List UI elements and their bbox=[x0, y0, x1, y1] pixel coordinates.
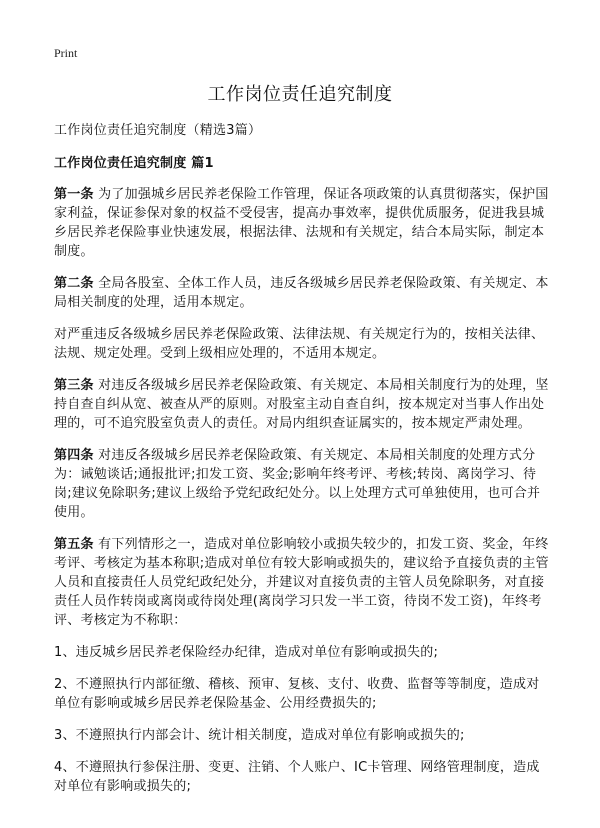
paragraph-5 bbox=[54, 446, 552, 522]
list-item-2 bbox=[54, 675, 552, 713]
list-item-4 bbox=[54, 758, 552, 796]
paragraph-text: 有下列情形之一，造成对单位影响较小或损失较少的，扣发工资、奖金，年终考评、考核定为基本称职;造成对单位有较大影响或损失的，建议给予直接负责的主管人员和直接责任人员党纪政纪处分，并建议对直接负责的主管人员免除职务，对直接责任人员作转岗或离岗或待岗处理(离岗学习只发一半工资，待岗不发工资)，年终考评、考核定为不称职： bbox=[54, 537, 549, 628]
article-label: 第一条 bbox=[54, 187, 94, 202]
list-item-text: 4、不遵照执行参保注册、变更、注销、个人账户、IC卡管理、网络管理制度，造成对单位有影响或损失的; bbox=[54, 760, 540, 794]
paragraph-1 bbox=[54, 185, 552, 261]
article-label: 第五条 bbox=[54, 537, 94, 552]
paragraph-text: 全局各股室、全体工作人员，违反各级城乡居民养老保险政策、有关规定、本局相关制度的处理，适用本规定。 bbox=[54, 276, 549, 310]
list-item-3 bbox=[54, 726, 552, 745]
list-item-text: 1、违反城乡居民养老保险经办纪律，造成对单位有影响或损失的; bbox=[54, 645, 439, 660]
document-body bbox=[54, 121, 552, 809]
article-label: 第三条 bbox=[54, 378, 94, 393]
section-heading: 工作岗位责任追究制度 篇1 bbox=[54, 156, 214, 171]
list-item-1 bbox=[54, 643, 552, 662]
paragraph-4 bbox=[54, 376, 552, 433]
list-item-text: 3、不遵照执行内部会计、统计相关制度，造成对单位有影响或损失的; bbox=[54, 728, 465, 743]
paragraph-text: 对严重违反各级城乡居民养老保险政策、法律法规、有关规定行为的，按相关法律、法规、规定处理。受到上级相应处理的，不适用本规定。 bbox=[54, 327, 545, 361]
paragraph-text: 为了加强城乡居民养老保险工作管理，保证各项政策的认真贯彻落实，保护国家利益，保证参保对象的权益不受侵害，提高办事效率，提供优质服务，促进我县城乡居民养老保险事业快速发展，根据法律、法规和有关规定，结合本局实际，制定本制度。 bbox=[54, 187, 549, 259]
document-title: 工作岗位责任追究制度 bbox=[207, 84, 393, 105]
document-subtitle: 工作岗位责任追究制度（精选3篇） bbox=[54, 123, 262, 138]
print-label: Print bbox=[54, 46, 78, 60]
paragraph-6 bbox=[54, 535, 552, 630]
paragraph-2 bbox=[54, 274, 552, 312]
paragraph-3 bbox=[54, 325, 552, 363]
list-item-text: 2、不遵照执行内部征缴、稽核、预审、复核、支付、收费、监督等等制度，造成对单位有影响或城乡居民养老保险基金、公用经费损失的; bbox=[54, 677, 540, 711]
paragraph-text: 对违反各级城乡居民养老保险政策、有关规定、本局相关制度行为的处理，坚持自查自纠从宽、被查从严的原则。对股室主动自查自纠，按本规定对当事人作出处理的，可不追究股室负责人的责任。对局内组织查证属实的，按本规定严肃处理。 bbox=[54, 378, 549, 431]
paragraph-text: 对违反各级城乡居民养老保险政策、有关规定、本局相关制度的处理方式分为：诫勉谈话;通报批评;扣发工资、奖金;影响年终考评、考核;转岗、离岗学习、待岗;建议免除职务;建议上级给予党纪政纪处分。以上处理方式可单独使用，也可合并使用。 bbox=[54, 448, 541, 520]
article-label: 第四条 bbox=[54, 448, 94, 463]
article-label: 第二条 bbox=[54, 276, 94, 291]
